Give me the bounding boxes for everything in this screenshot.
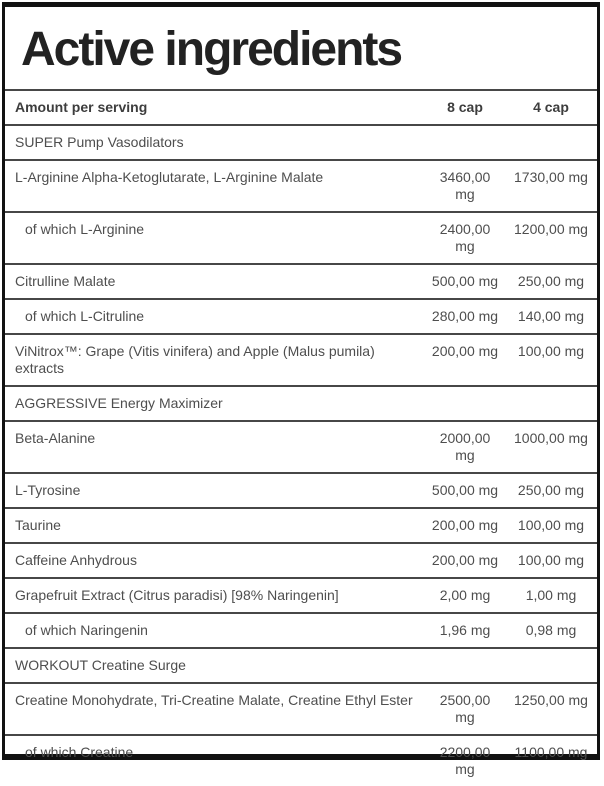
ingredients-panel	[2, 2, 600, 777]
ingredient-name: ViNitrox™: Grape (Vitis vinifera) and Apple (Malus pumila) extracts	[15, 343, 375, 376]
table-row	[5, 544, 597, 579]
table-row	[5, 614, 597, 649]
ingredient-name: of which Naringenin	[25, 622, 148, 638]
amount-8cap: 500,00 mg	[431, 482, 499, 498]
table-row	[5, 474, 597, 509]
table-row	[5, 509, 597, 544]
section-title: SUPER Pump Vasodilators	[15, 134, 184, 150]
amount-4cap: 100,00 mg	[517, 343, 585, 359]
section-row	[5, 387, 597, 422]
amount-8cap: 2200,00 mg	[439, 744, 491, 777]
table-row	[5, 335, 597, 387]
amount-4cap: 1200,00 mg	[514, 221, 588, 237]
table-row	[5, 736, 597, 786]
table-row	[5, 422, 597, 474]
amount-8cap: 1,96 mg	[439, 622, 491, 638]
table-row	[5, 265, 597, 300]
ingredient-name: L-Tyrosine	[15, 482, 81, 498]
section-row	[5, 126, 597, 161]
column-header-4cap: 4 cap	[533, 99, 569, 115]
amount-8cap: 200,00 mg	[431, 343, 499, 359]
ingredient-name: Taurine	[15, 517, 61, 533]
amount-4cap: 250,00 mg	[517, 273, 585, 289]
ingredient-name: of which Creatine	[25, 744, 134, 760]
amount-4cap: 1250,00 mg	[514, 692, 588, 708]
amount-4cap: 1730,00 mg	[514, 169, 588, 185]
page-title: Active ingredients	[21, 23, 402, 76]
amount-4cap: 140,00 mg	[517, 308, 585, 324]
amount-8cap: 2400,00 mg	[439, 221, 491, 254]
table-row	[5, 161, 597, 213]
amount-8cap: 200,00 mg	[431, 552, 499, 568]
table-row	[5, 300, 597, 335]
section-title: WORKOUT Creatine Surge	[15, 657, 186, 673]
amount-8cap: 280,00 mg	[431, 308, 499, 324]
ingredient-name: Creatine Monohydrate, Tri-Creatine Malate, Creatine Ethyl Ester	[15, 692, 413, 708]
ingredient-name: Grapefruit Extract (Citrus paradisi) [98% Naringenin]	[15, 587, 339, 603]
table-row	[5, 213, 597, 265]
ingredient-name: of which L-Arginine	[25, 221, 145, 237]
table-row	[5, 684, 597, 736]
ingredient-name: Caffeine Anhydrous	[15, 552, 137, 568]
amount-4cap: 100,00 mg	[517, 552, 585, 568]
ingredients-rows	[5, 126, 597, 786]
amount-4cap: 250,00 mg	[517, 482, 585, 498]
ingredient-name: of which L-Citruline	[25, 308, 145, 324]
amount-4cap: 1000,00 mg	[514, 430, 588, 446]
amount-8cap: 2500,00 mg	[439, 692, 491, 725]
section-row	[5, 649, 597, 684]
amount-4cap: 1,00 mg	[525, 587, 577, 603]
table-row	[5, 579, 597, 614]
section-title: AGGRESSIVE Energy Maximizer	[15, 395, 223, 411]
ingredient-name: Citrulline Malate	[15, 273, 116, 289]
title-block	[5, 7, 597, 91]
column-header-amount-per-serving: Amount per serving	[15, 99, 148, 115]
amount-8cap: 2,00 mg	[439, 587, 491, 603]
amount-4cap: 100,00 mg	[517, 517, 585, 533]
amount-8cap: 2000,00 mg	[439, 430, 491, 463]
amount-8cap: 500,00 mg	[431, 273, 499, 289]
ingredient-name: Beta-Alanine	[15, 430, 96, 446]
column-header-8cap: 8 cap	[447, 99, 483, 115]
amount-4cap: 1100,00 mg	[514, 744, 588, 760]
ingredient-name: L-Arginine Alpha-Ketoglutarate, L-Arginine Malate	[15, 169, 324, 185]
table-header-row	[5, 91, 597, 126]
amount-8cap: 200,00 mg	[431, 517, 499, 533]
amount-8cap: 3460,00 mg	[439, 169, 491, 202]
amount-4cap: 0,98 mg	[525, 622, 577, 638]
